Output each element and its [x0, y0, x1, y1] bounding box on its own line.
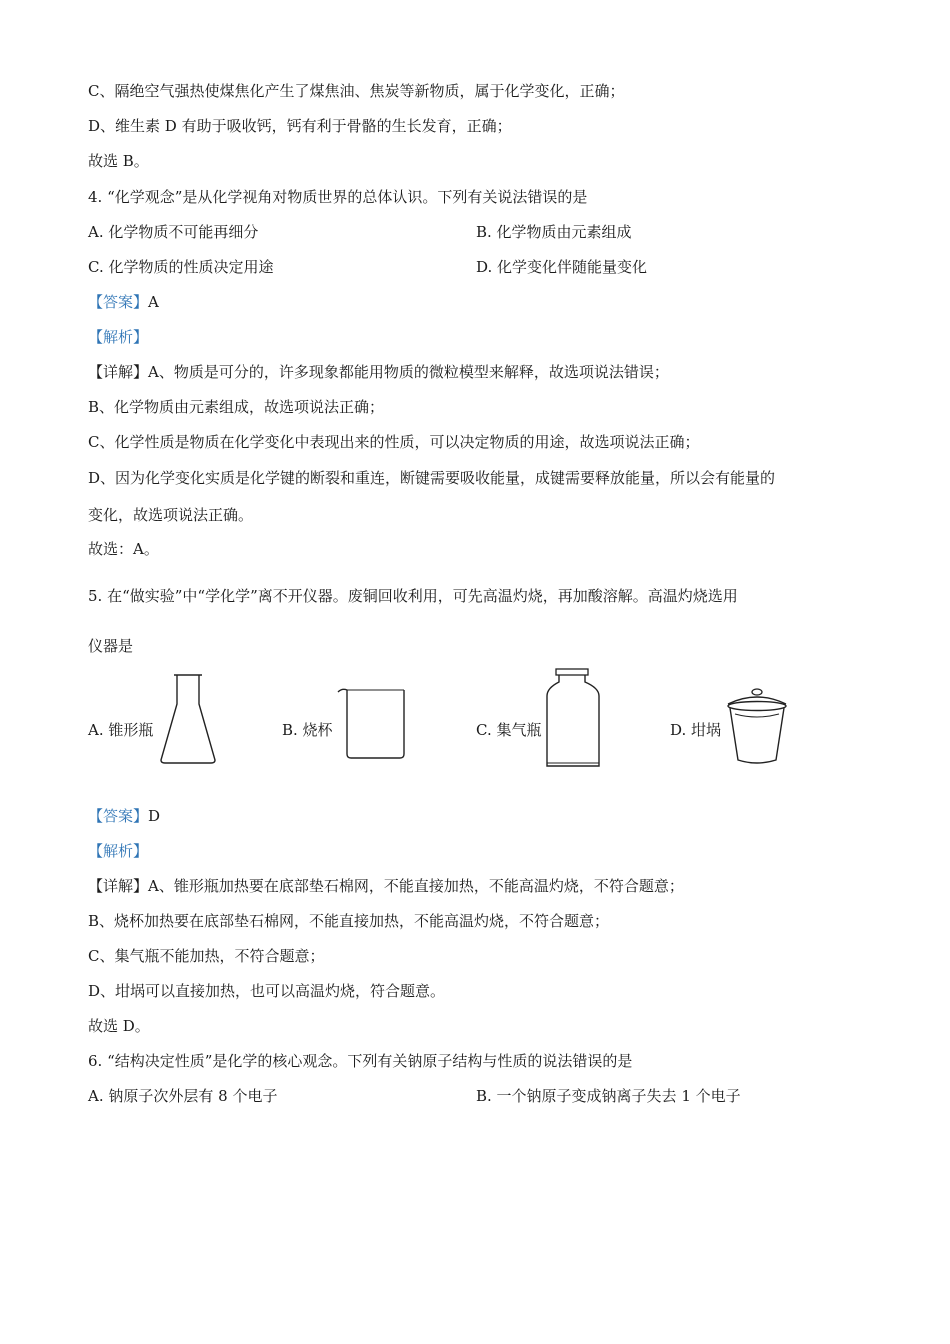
detail-tag: 【详解】	[88, 363, 149, 381]
q6-option-b: B. 一个钠原子变成钠离子失去 1 个电子	[476, 1087, 741, 1105]
q5-detail-d: D、坩埚可以直接加热，也可以高温灼烧，符合题意。	[88, 982, 446, 1000]
q4-option-b: B. 化学物质由元素组成	[476, 223, 632, 241]
q6-option-a: A. 钠原子次外层有 8 个电子	[88, 1087, 278, 1105]
q5-answer	[88, 806, 160, 826]
q4-stem: 4. “化学观念”是从化学视角对物质世界的总体认识。下列有关说法错误的是	[88, 188, 588, 206]
q5-stem-line2: 仪器是	[88, 637, 134, 655]
answer-tag: 【答案】	[88, 807, 149, 825]
q5-detail-c: C、集气瓶不能加热，不符合题意；	[88, 947, 325, 965]
q5-detail-a: 【详解】A、锥形瓶加热要在底部垫石棉网，不能直接加热，不能高温灼烧，不符合题意；	[88, 877, 684, 895]
detail-tag: 【详解】	[88, 877, 149, 895]
q4-detail-d-line2: 变化，故选项说法正确。	[88, 506, 254, 524]
q5-detail-b: B、烧杯加热要在底部垫石棉网，不能直接加热，不能高温灼烧，不符合题意；	[88, 912, 610, 930]
gas-jar-icon	[543, 666, 603, 770]
q5-option-d: D. 坩埚	[670, 721, 722, 739]
answer-value: D	[148, 807, 161, 825]
answer-value: A	[148, 293, 159, 311]
q5-stem-line1: 5. 在“做实验”中“学化学”离不开仪器。废铜回收利用，可先高温灼烧，再加酸溶解。高温灼烧选用	[88, 587, 738, 605]
q6-stem: 6. “结构决定性质”是化学的核心观念。下列有关钠原子结构与性质的说法错误的是	[88, 1052, 633, 1070]
q5-conclusion: 故选 D。	[88, 1017, 150, 1035]
q4-detail-b: B、化学物质由元素组成，故选项说法正确；	[88, 398, 385, 416]
beaker-icon	[336, 684, 408, 762]
q4-detail-c: C、化学性质是物质在化学变化中表现出来的性质，可以决定物质的用途，故选项说法正确；	[88, 433, 700, 451]
prev-option-c-explanation: C、隔绝空气强热使煤焦化产生了煤焦油、焦炭等新物质，属于化学变化，正确；	[88, 82, 625, 100]
q4-conclusion: 故选：A。	[88, 540, 159, 558]
prev-option-d-explanation: D、维生素 D 有助于吸收钙，钙有利于骨骼的生长发育，正确；	[88, 117, 512, 135]
crucible-icon	[725, 686, 789, 768]
q4-option-c: C. 化学物质的性质决定用途	[88, 258, 274, 276]
q4-analysis-tag: 【解析】	[88, 328, 149, 346]
q4-detail-d-line1: D、因为化学变化实质是化学键的断裂和重连，断键需要吸收能量，成键需要释放能量，所以会有能量的	[88, 469, 776, 487]
prev-conclusion: 故选 B。	[88, 152, 149, 170]
q5-option-a: A. 锥形瓶	[88, 721, 154, 739]
q4-answer	[88, 292, 159, 312]
erlenmeyer-flask-icon	[158, 670, 218, 766]
answer-tag: 【答案】	[88, 293, 149, 311]
q5-option-b: B. 烧杯	[282, 721, 333, 739]
q4-option-d: D. 化学变化伴随能量变化	[476, 258, 648, 276]
q5-analysis-tag: 【解析】	[88, 842, 149, 860]
q4-detail-a: 【详解】A、物质是可分的，许多现象都能用物质的微粒模型来解释，故选项说法错误；	[88, 363, 669, 381]
q5-option-c: C. 集气瓶	[476, 721, 542, 739]
q4-option-a: A. 化学物质不可能再细分	[88, 223, 259, 241]
